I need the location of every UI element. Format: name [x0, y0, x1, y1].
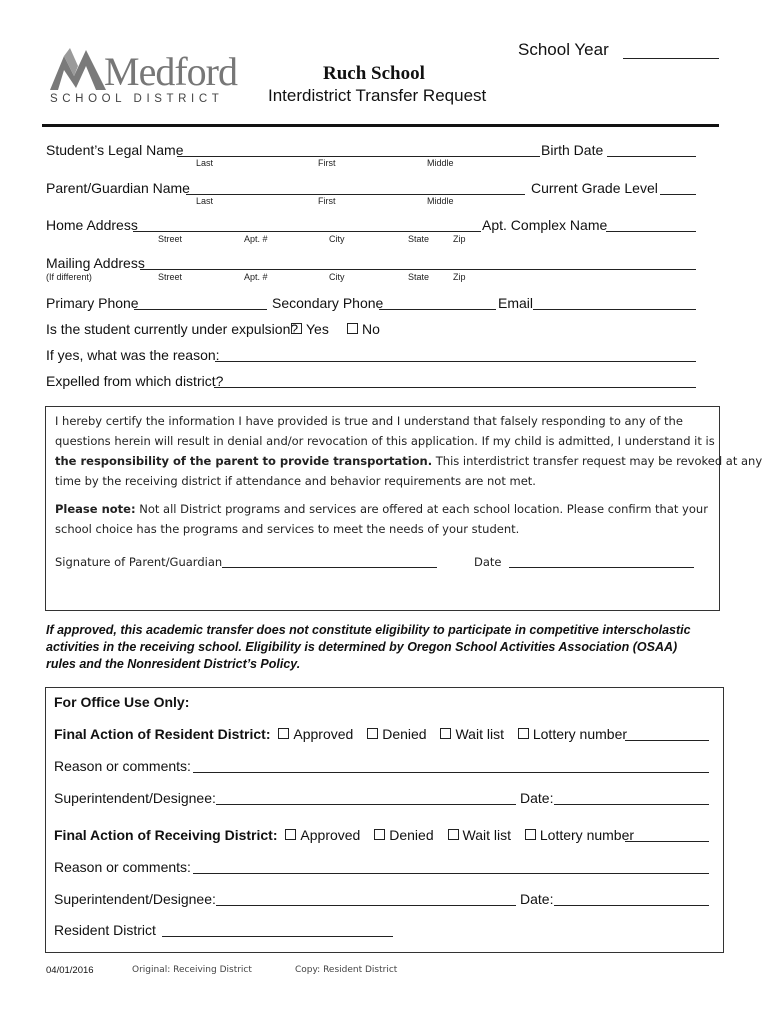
sub-apt-2: Apt. # — [244, 272, 268, 282]
expulsion-yes[interactable]: Yes — [291, 321, 329, 337]
logo-mark-icon — [48, 42, 108, 92]
birth-date-label: Birth Date — [541, 142, 604, 158]
apt-complex-field[interactable] — [606, 231, 696, 232]
legal-name-field[interactable] — [177, 156, 540, 157]
email-label: Email — [498, 295, 534, 311]
home-address-field[interactable] — [133, 231, 481, 232]
no-checkbox[interactable] — [347, 323, 358, 334]
notice-line-3: rules and the Nonresident District’s Policy. — [46, 657, 301, 671]
resident-approved[interactable]: Approved — [278, 726, 353, 742]
cert-line-3: the responsibility of the parent to provide transportation. This interdistrict transfer request may be revoked at any — [55, 454, 763, 468]
logo-subtitle: SCHOOL DISTRICT — [50, 93, 224, 105]
sub-first: First — [318, 158, 336, 168]
expulsion-reason-field[interactable] — [215, 361, 696, 362]
footer-copy: Copy: Resident District — [295, 965, 398, 975]
certification-box — [45, 406, 763, 611]
form-title: Interdistrict Transfer Request — [268, 86, 487, 105]
parent-name-label: Parent/Guardian Name — [46, 180, 190, 196]
expulsion-reason-label: If yes, what was the reason: — [46, 347, 220, 363]
school-year-label: School Year — [518, 40, 609, 59]
receiving-approved-checkbox[interactable] — [285, 829, 296, 840]
mailing-address-label: Mailing Address — [46, 255, 145, 271]
secondary-phone-field[interactable] — [379, 309, 496, 310]
cert-date-field[interactable] — [509, 567, 694, 568]
signature-label: Signature of Parent/Guardian — [55, 555, 223, 569]
notice-line-1: If approved, this academic transfer does not constitute eligibility to participate in competitive interscholastic — [46, 623, 691, 637]
expulsion-question: Is the student currently under expulsion? — [46, 321, 299, 337]
grade-field[interactable] — [660, 194, 696, 195]
sub-last: Last — [196, 158, 214, 168]
cert-line-1: I hereby certify the information I have provided is true and I understand that falsely responding to any of the — [55, 414, 683, 428]
cert-line-4: time by the receiving district if attendance and behavior requirements are not met. — [55, 474, 536, 488]
receiving-approved[interactable]: Approved — [285, 827, 360, 843]
sub-street-2: Street — [158, 272, 183, 282]
resident-district-field[interactable] — [162, 936, 393, 937]
school-year-field[interactable] — [623, 58, 719, 59]
parent-name-field[interactable] — [186, 194, 525, 195]
resident-denied-checkbox[interactable] — [367, 728, 378, 739]
receiving-denied[interactable]: Denied — [374, 827, 433, 843]
sub-middle-2: Middle — [427, 196, 454, 206]
resident-lottery[interactable]: Lottery number — [518, 726, 627, 742]
resident-approved-checkbox[interactable] — [278, 728, 289, 739]
sub-zip: Zip — [453, 234, 466, 244]
secondary-phone-label: Secondary Phone — [272, 295, 384, 311]
sub-street: Street — [158, 234, 183, 244]
primary-phone-field[interactable] — [134, 309, 267, 310]
resident-reason-label: Reason or comments: — [54, 758, 191, 774]
receiving-superintendent-field[interactable] — [216, 905, 516, 906]
sub-apt: Apt. # — [244, 234, 268, 244]
primary-phone-label: Primary Phone — [46, 295, 139, 311]
receiving-superintendent-label: Superintendent/Designee: — [54, 891, 216, 907]
resident-denied[interactable]: Denied — [367, 726, 426, 742]
expelled-district-label: Expelled from which district? — [46, 373, 224, 389]
receiving-reason-label: Reason or comments: — [54, 859, 191, 875]
expulsion-no[interactable]: No — [347, 321, 380, 337]
sub-first-2: First — [318, 196, 336, 206]
receiving-date-field[interactable] — [554, 905, 709, 906]
cert-date-label: Date — [474, 555, 502, 569]
footer-date: 04/01/2016 — [46, 965, 94, 976]
resident-district-label: Resident District — [54, 922, 156, 938]
sub-middle: Middle — [427, 158, 454, 168]
notice-line-2: activities in the receiving school. Eligibility is determined by Oregon School Activities Association (OSAA) — [46, 640, 678, 654]
resident-superintendent-field[interactable] — [216, 804, 516, 805]
sub-state-2: State — [408, 272, 430, 282]
receiving-reason-field[interactable] — [193, 873, 709, 874]
birth-date-field[interactable] — [607, 156, 696, 157]
footer-original: Original: Receiving District — [132, 965, 252, 975]
school-name: Ruch School — [323, 63, 425, 84]
expelled-district-field[interactable] — [214, 387, 696, 388]
receiving-waitlist[interactable]: Wait list — [448, 827, 511, 843]
resident-action-label: Final Action of Resident District: — [54, 726, 271, 742]
legal-name-label: Student’s Legal Name — [46, 142, 184, 158]
resident-waitlist-checkbox[interactable] — [440, 728, 451, 739]
sub-state: State — [408, 234, 430, 244]
sub-zip-2: Zip — [453, 272, 466, 282]
receiving-date-label: Date: — [520, 891, 554, 907]
resident-reason-field[interactable] — [193, 772, 709, 773]
note-line-1: Please note: Not all District programs and services are offered at each school location. Please confirm that your — [55, 502, 708, 516]
email-field[interactable] — [533, 309, 696, 310]
mailing-address-field[interactable] — [140, 269, 696, 270]
sub-city-2: City — [329, 272, 345, 282]
resident-date-field[interactable] — [554, 804, 709, 805]
logo-name: Medford — [104, 49, 237, 94]
header-rule — [42, 124, 719, 127]
resident-superintendent-label: Superintendent/Designee: — [54, 790, 216, 806]
yes-checkbox[interactable] — [291, 323, 302, 334]
receiving-lottery[interactable]: Lottery number — [525, 827, 634, 843]
resident-action-row — [54, 726, 627, 742]
receiving-lottery-field[interactable] — [625, 841, 709, 842]
home-address-label: Home Address — [46, 217, 138, 233]
signature-field[interactable] — [222, 567, 437, 568]
receiving-waitlist-checkbox[interactable] — [448, 829, 459, 840]
mailing-note: (If different) — [46, 272, 92, 282]
office-title: For Office Use Only: — [54, 694, 190, 710]
apt-complex-label: Apt. Complex Name — [482, 217, 608, 233]
resident-lottery-checkbox[interactable] — [518, 728, 529, 739]
sub-city: City — [329, 234, 345, 244]
resident-lottery-field[interactable] — [625, 740, 709, 741]
grade-label: Current Grade Level — [531, 180, 658, 196]
receiving-denied-checkbox[interactable] — [374, 829, 385, 840]
resident-date-label: Date: — [520, 790, 554, 806]
resident-waitlist[interactable]: Wait list — [440, 726, 503, 742]
office-use-box — [45, 687, 724, 953]
receiving-lottery-checkbox[interactable] — [525, 829, 536, 840]
cert-line-2: questions herein will result in denial and/or revocation of this application. If my child is admitted, I understand it is — [55, 434, 715, 448]
sub-last-2: Last — [196, 196, 214, 206]
note-line-2: school choice has the programs and services to meet the needs of your student. — [55, 522, 520, 536]
receiving-action-label: Final Action of Receiving District: — [54, 827, 278, 843]
receiving-action-row — [54, 827, 634, 843]
